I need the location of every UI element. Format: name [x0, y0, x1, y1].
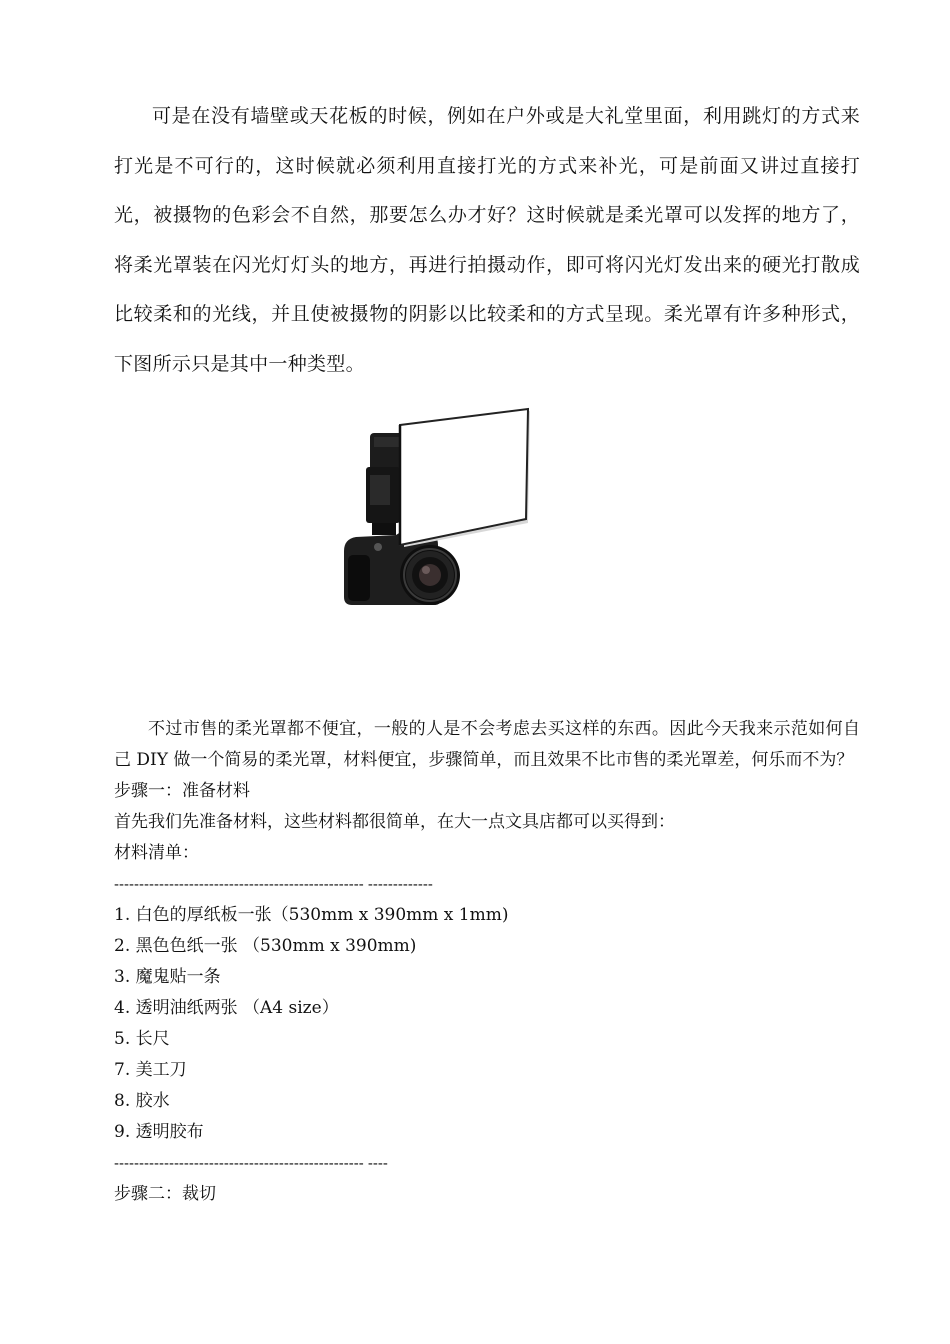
intro-paragraph: 可是在没有墙壁或天花板的时候，例如在户外或是大礼堂里面，利用跳灯的方式来打光是不可行的，这时候就必须利用直接打光的方式来补光，可是前面又讲过直接打光，被摄物的色彩会不自然，那要怎么办才好？这时候就是柔光罩可以发挥的地方了，将柔光罩装在闪光灯灯头的地方，再进行拍摄动作，即可将闪光灯发出来的硬光打散成比较柔和的光线，并且使被摄物的阴影以比较柔和的方式呈现。柔光罩有许多种形式，下图所示只是其中一种类型。 [114, 105, 860, 375]
materials-list-title: 材料清单： [114, 843, 199, 863]
step1-heading: 步骤一：准备材料 [114, 781, 250, 801]
list-item: 7. 美工刀 [114, 1060, 187, 1080]
list-item: 5. 长尺 [114, 1029, 170, 1049]
list-item: 3. 魔鬼贴一条 [114, 967, 221, 987]
list-item: 2. 黑色色纸一张 （530mm x 390mm) [114, 936, 417, 956]
list-item: 9. 透明胶布 [114, 1122, 204, 1142]
divider-top: -------------------------------------------------- ------------- [114, 876, 433, 893]
list-item: 4. 透明油纸两张 （A4 size） [114, 998, 339, 1018]
divider-bottom: -------------------------------------------------- ---- [114, 1155, 388, 1172]
step1-description: 首先我们先准备材料，这些材料都很简单，在大一点文具店都可以买得到： [114, 812, 675, 832]
list-item: 8. 胶水 [114, 1091, 170, 1111]
diy-section [114, 714, 860, 1210]
camera-with-flash-softbox-icon [334, 405, 534, 611]
softbox-figure [334, 405, 534, 611]
list-item: 1. 白色的厚纸板一张（530mm x 390mm x 1mm) [114, 905, 509, 925]
step2-heading: 步骤二：裁切 [114, 1184, 216, 1204]
materials-list [114, 900, 860, 1148]
diy-paragraph: 不过市售的柔光罩都不便宜，一般的人是不会考虑去买这样的东西。因此今天我来示范如何自己 DIY 做一个简易的柔光罩，材料便宜，步骤简单，而且效果不比市售的柔光罩差，何乐而不为？ [114, 719, 860, 770]
